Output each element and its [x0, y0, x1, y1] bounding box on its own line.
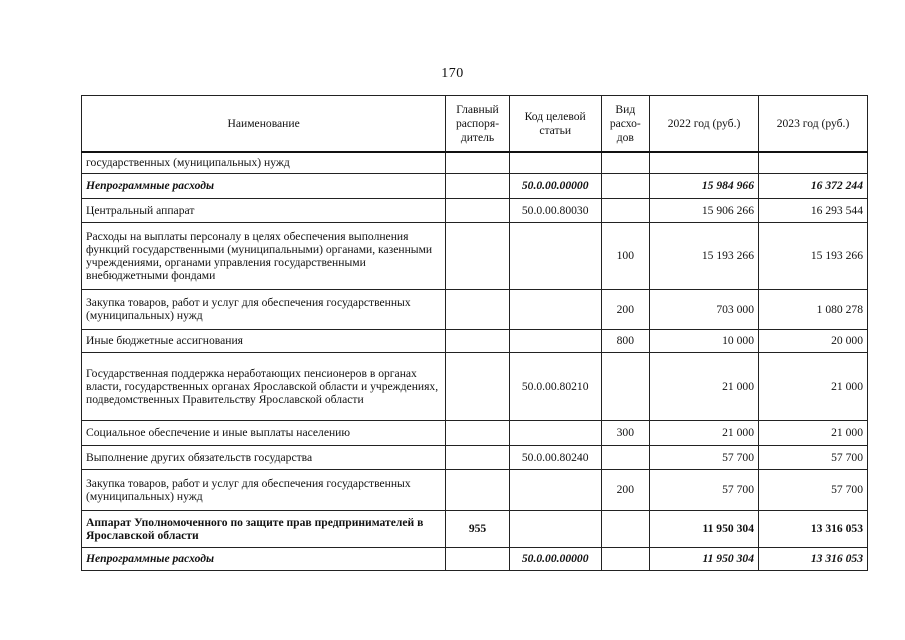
cell-type	[601, 352, 649, 420]
cell-code	[509, 289, 601, 329]
cell-code	[509, 329, 601, 352]
table-row	[82, 329, 868, 352]
cell-2023: 15 193 266	[759, 222, 868, 289]
cell-manager	[446, 173, 510, 198]
cell-name: Расходы на выплаты персоналу в целях обеспечения выполнения функций государственными (муниципальными) органами, казенными учреждениями, органами управления государственными внебюджетными фондами	[82, 222, 446, 289]
cell-code	[509, 469, 601, 510]
table-row	[82, 222, 868, 289]
cell-2022	[650, 152, 759, 173]
table-row	[82, 547, 868, 570]
cell-manager	[446, 198, 510, 222]
cell-2023: 20 000	[759, 329, 868, 352]
table-row	[82, 198, 868, 222]
cell-type: 300	[601, 420, 649, 445]
cell-type: 200	[601, 289, 649, 329]
header-type: Вид расхо-дов	[601, 96, 649, 153]
cell-name: Непрограммные расходы	[82, 173, 446, 198]
cell-2022: 21 000	[650, 420, 759, 445]
header-2023: 2023 год (руб.)	[759, 96, 868, 153]
cell-type	[601, 510, 649, 547]
cell-code	[509, 510, 601, 547]
cell-manager	[446, 547, 510, 570]
cell-type	[601, 198, 649, 222]
cell-code	[509, 222, 601, 289]
cell-2022: 11 950 304	[650, 547, 759, 570]
cell-type	[601, 445, 649, 469]
table-row	[82, 289, 868, 329]
cell-2023: 21 000	[759, 420, 868, 445]
cell-2022: 10 000	[650, 329, 759, 352]
header-2022: 2022 год (руб.)	[650, 96, 759, 153]
cell-manager	[446, 152, 510, 173]
table-row	[82, 152, 868, 173]
cell-2023: 57 700	[759, 445, 868, 469]
table-row	[82, 420, 868, 445]
cell-code: 50.0.00.00000	[509, 547, 601, 570]
header-name: Наименование	[82, 96, 446, 153]
cell-manager	[446, 289, 510, 329]
cell-2022: 15 984 966	[650, 173, 759, 198]
cell-code: 50.0.00.00000	[509, 173, 601, 198]
cell-name: Центральный аппарат	[82, 198, 446, 222]
cell-manager	[446, 469, 510, 510]
cell-name: государственных (муниципальных) нужд	[82, 152, 446, 173]
budget-table	[81, 95, 868, 571]
cell-2023: 21 000	[759, 352, 868, 420]
cell-manager	[446, 222, 510, 289]
cell-2022: 11 950 304	[650, 510, 759, 547]
cell-2023	[759, 152, 868, 173]
cell-code: 50.0.00.80210	[509, 352, 601, 420]
cell-2023: 16 372 244	[759, 173, 868, 198]
cell-manager	[446, 329, 510, 352]
cell-name: Государственная поддержка неработающих пенсионеров в органах власти, государственных органах Ярославской области и учреждениях, подведомственных Правительству Ярославской области	[82, 352, 446, 420]
cell-code: 50.0.00.80030	[509, 198, 601, 222]
cell-2023: 1 080 278	[759, 289, 868, 329]
cell-manager: 955	[446, 510, 510, 547]
cell-manager	[446, 420, 510, 445]
cell-name: Непрограммные расходы	[82, 547, 446, 570]
cell-code	[509, 420, 601, 445]
cell-2022: 21 000	[650, 352, 759, 420]
cell-name: Закупка товаров, работ и услуг для обеспечения государственных (муниципальных) нужд	[82, 469, 446, 510]
cell-2023: 13 316 053	[759, 547, 868, 570]
cell-2022: 15 906 266	[650, 198, 759, 222]
cell-2022: 15 193 266	[650, 222, 759, 289]
cell-2022: 57 700	[650, 469, 759, 510]
cell-code: 50.0.00.80240	[509, 445, 601, 469]
cell-2022: 57 700	[650, 445, 759, 469]
cell-name: Иные бюджетные ассигнования	[82, 329, 446, 352]
table-header-row	[82, 96, 868, 153]
cell-name: Социальное обеспечение и иные выплаты населению	[82, 420, 446, 445]
page-number: 170	[441, 66, 464, 81]
cell-2022: 703 000	[650, 289, 759, 329]
table-row	[82, 173, 868, 198]
cell-2023: 57 700	[759, 469, 868, 510]
header-manager: Главный распоря-дитель	[446, 96, 510, 153]
cell-manager	[446, 352, 510, 420]
cell-2023: 13 316 053	[759, 510, 868, 547]
cell-code	[509, 152, 601, 173]
table-row	[82, 352, 868, 420]
cell-name: Закупка товаров, работ и услуг для обеспечения государственных (муниципальных) нужд	[82, 289, 446, 329]
cell-type	[601, 173, 649, 198]
table-row	[82, 469, 868, 510]
cell-name: Аппарат Уполномоченного по защите прав предпринимателей в Ярославской области	[82, 510, 446, 547]
cell-2023: 16 293 544	[759, 198, 868, 222]
cell-type	[601, 152, 649, 173]
cell-manager	[446, 445, 510, 469]
table-row	[82, 510, 868, 547]
cell-type	[601, 547, 649, 570]
cell-name: Выполнение других обязательств государства	[82, 445, 446, 469]
cell-type: 100	[601, 222, 649, 289]
table-row	[82, 445, 868, 469]
cell-type: 200	[601, 469, 649, 510]
header-code: Код целевой статьи	[509, 96, 601, 153]
cell-type: 800	[601, 329, 649, 352]
